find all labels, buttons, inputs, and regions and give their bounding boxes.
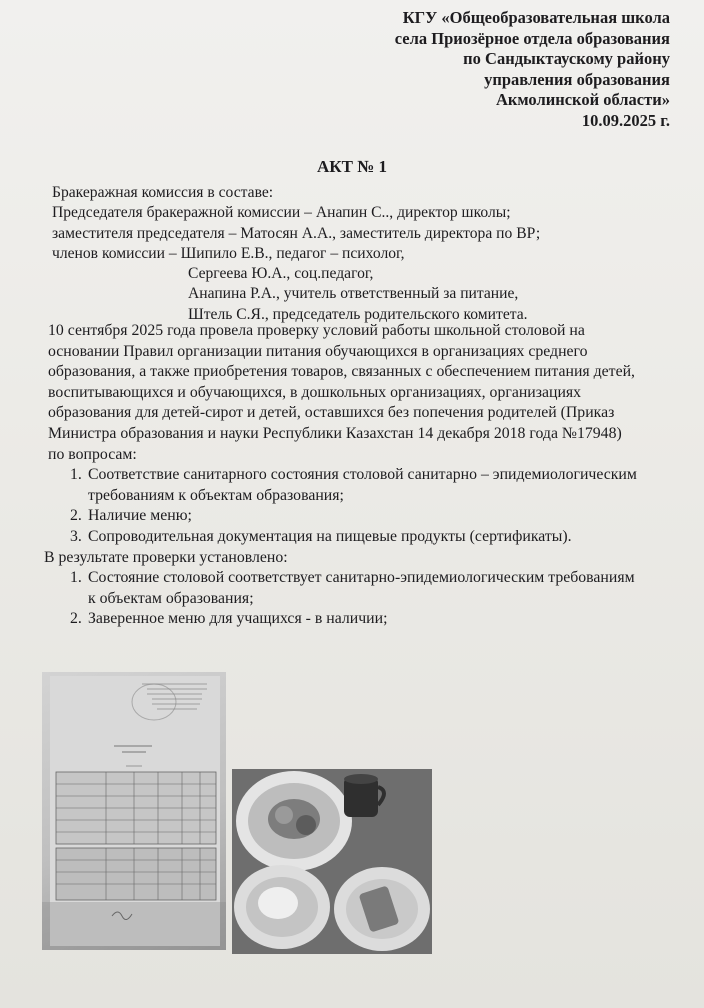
list-number: 1. xyxy=(70,466,82,484)
list-item xyxy=(48,609,688,630)
paragraph-line: образования для детей-сирот и детей, оставшихся без попечения родителей (Приказ xyxy=(48,404,615,422)
list-number: 2. xyxy=(70,507,82,525)
header-line: Акмолинской области» xyxy=(495,90,670,109)
menu-document-image xyxy=(42,672,226,950)
list-text: Заверенное меню для учащихся - в наличии; xyxy=(88,610,388,628)
list-text: Сопроводительная документация на пищевые продукты (сертификаты). xyxy=(88,527,572,545)
commission-chair: Председателя бракеражной комиссии – Анапин С.., директор школы; xyxy=(52,204,511,222)
list-number: 3. xyxy=(70,527,82,545)
menu-document-photo xyxy=(42,672,226,950)
list-item xyxy=(48,506,688,527)
commission-block xyxy=(52,183,682,325)
list-number: 2. xyxy=(70,610,82,628)
header-line: управления образования xyxy=(484,69,670,89)
inspection-text xyxy=(44,321,688,630)
paragraph-line: Министра образования и науки Республики Казахстан 14 декабря 2018 года №17948) xyxy=(48,424,622,442)
list-item xyxy=(48,527,688,548)
list-text: Соответствие санитарного состояния столовой санитарно – эпидемиологическим xyxy=(88,466,637,484)
commission-deputy: заместителя председателя – Матосян А.А., заместитель директора по ВР; xyxy=(52,224,541,242)
food-photo xyxy=(232,769,432,954)
paragraph-line: основании Правил организации питания обучающихся в организациях среднего xyxy=(48,342,588,360)
header-line: по Сандыктаускому району xyxy=(463,49,670,68)
questions-list xyxy=(48,465,688,547)
list-text: Состояние столовой соответствует санитарно-эпидемиологическим требованиям xyxy=(88,569,635,587)
paragraph-line: по вопросам: xyxy=(48,445,137,463)
document-title: АКТ № 1 xyxy=(316,157,388,176)
list-text: требованиям к объектам образования; xyxy=(88,486,344,504)
list-text: Наличие меню; xyxy=(88,507,192,525)
commission-members: членов комиссии – Шипило Е.В., педагог – психолог, xyxy=(52,244,405,262)
commission-member: Штель С.Я., председатель родительского комитета. xyxy=(188,305,528,323)
commission-member: Сергеева Ю.А., соц.педагог, xyxy=(188,265,374,283)
list-item xyxy=(48,465,688,506)
organization-header xyxy=(395,8,670,131)
header-line: села Приозёрное отдела образования xyxy=(394,28,670,48)
meal-image xyxy=(232,769,432,954)
header-line: КГУ «Общеобразовательная школа xyxy=(402,8,670,27)
results-list xyxy=(48,568,688,630)
paragraph-line: 10 сентября 2025 года провела проверку условий работы школьной столовой на xyxy=(48,322,585,339)
commission-intro: Бракеражная комиссия в составе: xyxy=(52,184,274,201)
list-text: к объектам образования; xyxy=(88,589,254,607)
header-date: 10.09.2025 г. xyxy=(581,110,670,130)
paragraph-line: образования, а также приобретения товаров, связанных с обеспечением питания детей, xyxy=(48,363,635,381)
result-intro: В результате проверки установлено: xyxy=(44,548,288,566)
paragraph-line: воспитывающихся и обучающихся, в дошкольных организациях, организациях xyxy=(48,383,582,401)
list-number: 1. xyxy=(70,569,82,587)
commission-member: Анапина Р.А., учитель ответственный за питание, xyxy=(188,285,519,303)
list-item xyxy=(48,568,688,609)
